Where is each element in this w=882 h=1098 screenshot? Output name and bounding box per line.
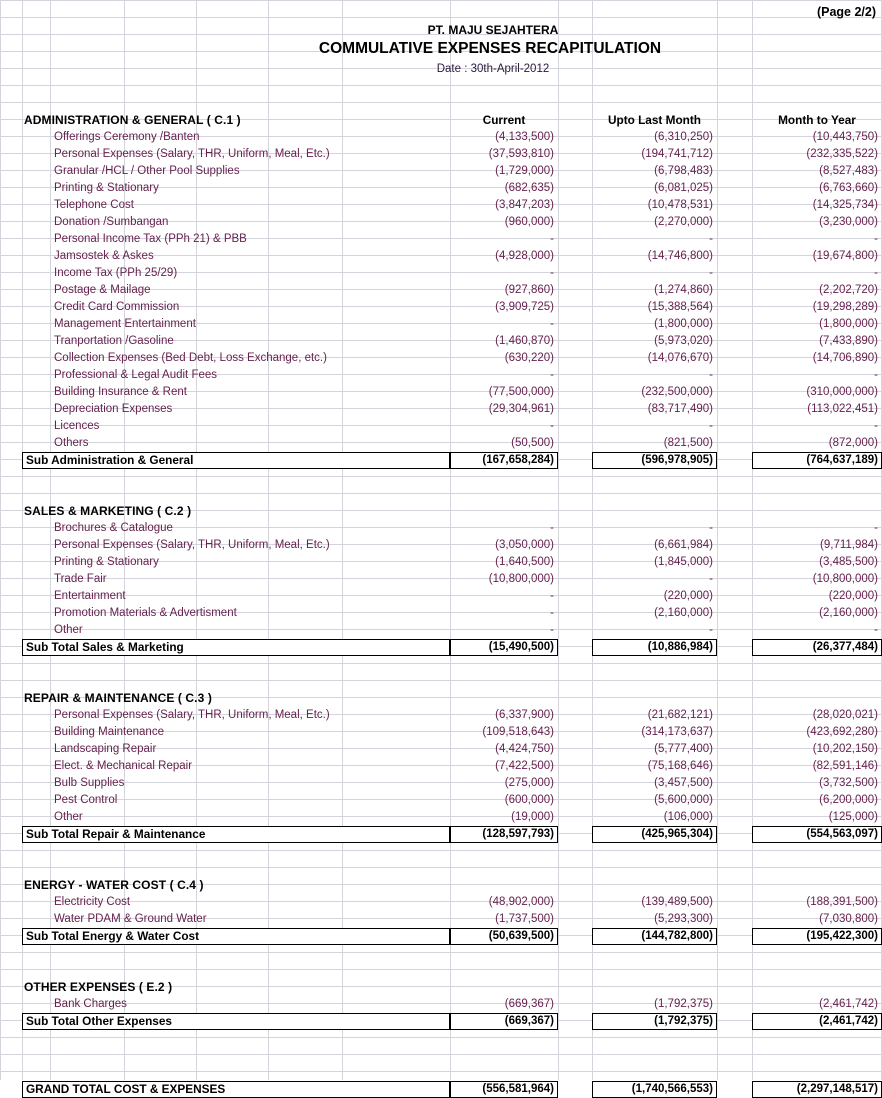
expense-row — [0, 537, 882, 554]
expense-value-month-to-year: (232,335,522) — [806, 148, 878, 160]
expense-value-month-to-year: (3,732,500) — [819, 777, 878, 789]
expense-value-month-to-year: (8,527,483) — [819, 165, 878, 177]
expense-value-upto-last-month: (106,000) — [663, 811, 713, 823]
expense-row — [0, 435, 882, 452]
expense-row — [0, 741, 882, 758]
expense-value-current: - — [550, 522, 554, 534]
expense-value-current: - — [550, 607, 554, 619]
expense-label: Landscaping Repair — [54, 743, 157, 755]
expense-row — [0, 299, 882, 316]
subtotal-row — [0, 452, 882, 469]
column-header-month-to-year: Month to Year — [778, 113, 856, 127]
subtotal-value-upto-last-month: (425,965,304) — [641, 828, 713, 840]
expense-value-current: (3,909,725) — [495, 301, 554, 313]
expense-value-upto-last-month: (139,489,500) — [641, 896, 713, 908]
subtotal-value-current: (128,597,793) — [482, 828, 554, 840]
expense-value-month-to-year: (10,202,150) — [812, 743, 878, 755]
grid-row-line — [0, 1054, 882, 1055]
grid-row-line — [0, 0, 882, 1]
expense-value-current: (630,220) — [504, 352, 554, 364]
expense-value-month-to-year: (310,000,000) — [806, 386, 878, 398]
expense-value-current: (1,729,000) — [495, 165, 554, 177]
expense-label: Postage & Mailage — [54, 284, 151, 296]
expense-label: Offerings Ceremony /Banten — [54, 131, 200, 143]
expense-label: Water PDAM & Ground Water — [54, 913, 207, 925]
grand-total-value-upto-last-month: (1,740,566,553) — [631, 1083, 713, 1095]
expense-row — [0, 401, 882, 418]
subtotal-label: Sub Total Energy & Water Cost — [26, 929, 200, 943]
subtotal-value-upto-last-month: (596,978,905) — [641, 454, 713, 466]
expense-row — [0, 809, 882, 826]
subtotal-value-current: (669,367) — [504, 1015, 554, 1027]
expense-label: Tranportation /Gasoline — [54, 335, 174, 347]
expense-value-month-to-year: (10,800,000) — [812, 573, 878, 585]
expense-value-month-to-year: (7,433,890) — [819, 335, 878, 347]
expense-value-current: (3,050,000) — [495, 539, 554, 551]
expense-row — [0, 775, 882, 792]
expense-label: Depreciation Expenses — [54, 403, 173, 415]
grid-row-line — [0, 17, 882, 18]
expense-value-month-to-year: (14,325,734) — [812, 199, 878, 211]
expense-value-upto-last-month: (6,798,483) — [654, 165, 713, 177]
expense-row — [0, 231, 882, 248]
expense-row — [0, 384, 882, 401]
expense-value-month-to-year: (6,763,660) — [819, 182, 878, 194]
expense-row — [0, 367, 882, 384]
expense-label: Granular /HCL / Other Pool Supplies — [54, 165, 240, 177]
expense-label: Others — [54, 437, 89, 449]
grid-row-line — [0, 493, 882, 494]
expense-value-month-to-year: (10,443,750) — [812, 131, 878, 143]
expense-label: Personal Expenses (Salary, THR, Uniform, Meal, Etc.) — [54, 709, 330, 721]
subtotal-label: Sub Total Other Expenses — [26, 1014, 172, 1028]
expense-value-current: (10,800,000) — [488, 573, 554, 585]
expense-row — [0, 554, 882, 571]
expense-value-current: (682,635) — [504, 182, 554, 194]
expense-value-month-to-year: (82,591,146) — [812, 760, 878, 772]
expense-value-upto-last-month: (14,746,800) — [647, 250, 713, 262]
grid-row-line — [0, 850, 882, 851]
expense-value-current: (19,000) — [511, 811, 554, 823]
grid-row-line — [0, 102, 882, 103]
expense-label: Management Entertainment — [54, 318, 196, 330]
expense-value-current: (4,928,000) — [495, 250, 554, 262]
expense-value-upto-last-month: (1,792,375) — [654, 998, 713, 1010]
grand-total-label: GRAND TOTAL COST & EXPENSES — [26, 1082, 226, 1096]
expense-value-upto-last-month: (83,717,490) — [647, 403, 713, 415]
expense-value-month-to-year: - — [874, 233, 878, 245]
expense-value-current: (1,737,500) — [495, 913, 554, 925]
expense-value-upto-last-month: (10,478,531) — [647, 199, 713, 211]
expense-value-current: (4,424,750) — [495, 743, 554, 755]
page-marker: (Page 2/2) — [816, 5, 876, 19]
subtotal-value-upto-last-month: (1,792,375) — [654, 1015, 713, 1027]
expense-row — [0, 350, 882, 367]
subtotal-value-month-to-year: (554,563,097) — [806, 828, 878, 840]
expense-value-upto-last-month: - — [709, 233, 713, 245]
expense-value-current: (50,500) — [511, 437, 554, 449]
expense-value-upto-last-month: (5,600,000) — [654, 794, 713, 806]
section-header-row — [0, 877, 882, 894]
grid-row-line — [0, 952, 882, 953]
subtotal-value-month-to-year: (26,377,484) — [812, 641, 878, 653]
expense-value-upto-last-month: (15,388,564) — [647, 301, 713, 313]
section-header-row — [0, 503, 882, 520]
expense-value-month-to-year: (3,230,000) — [819, 216, 878, 228]
expense-value-current: (6,337,900) — [495, 709, 554, 721]
expense-value-month-to-year: (19,674,800) — [812, 250, 878, 262]
grid-row-line — [0, 969, 882, 970]
expense-value-current: - — [550, 369, 554, 381]
section-header-row — [0, 979, 882, 996]
expense-row — [0, 758, 882, 775]
expense-value-upto-last-month: (2,270,000) — [654, 216, 713, 228]
grid-row-line — [0, 663, 882, 664]
expense-value-month-to-year: (872,000) — [828, 437, 878, 449]
expense-value-upto-last-month: (314,173,637) — [641, 726, 713, 738]
expense-label: Income Tax (PPh 25/29) — [54, 267, 178, 279]
expense-value-current: (927,860) — [504, 284, 554, 296]
expense-label: Bank Charges — [54, 998, 127, 1010]
grid-row-line — [0, 680, 882, 681]
expense-value-upto-last-month: (2,160,000) — [654, 607, 713, 619]
expense-label: Pest Control — [54, 794, 118, 806]
expense-row — [0, 248, 882, 265]
expense-label: Trade Fair — [54, 573, 107, 585]
subtotal-label: Sub Total Sales & Marketing — [26, 640, 184, 654]
expense-value-upto-last-month: - — [709, 267, 713, 279]
subtotal-row — [0, 639, 882, 656]
report-title: COMMULATIVE EXPENSES RECAPITULATION — [318, 40, 662, 57]
section-header-row — [0, 690, 882, 707]
grand-total-value-month-to-year: (2,297,148,517) — [796, 1083, 878, 1095]
expense-row — [0, 265, 882, 282]
subtotal-value-current: (50,639,500) — [488, 930, 554, 942]
expense-label: Elect. & Mechanical Repair — [54, 760, 193, 772]
column-header-current: Current — [482, 113, 526, 127]
section-header-label-1: SALES & MARKETING ( C.2 ) — [24, 504, 192, 518]
expense-value-month-to-year: (423,692,280) — [806, 726, 878, 738]
expense-value-month-to-year: - — [874, 624, 878, 636]
expense-value-upto-last-month: (232,500,000) — [641, 386, 713, 398]
subtotal-value-current: (15,490,500) — [488, 641, 554, 653]
expense-value-upto-last-month: (194,741,712) — [641, 148, 713, 160]
expense-value-current: (960,000) — [504, 216, 554, 228]
grid-row-line — [0, 1037, 882, 1038]
expense-value-upto-last-month: (1,800,000) — [654, 318, 713, 330]
grid-row-line — [0, 476, 882, 477]
expense-value-upto-last-month: (1,274,860) — [654, 284, 713, 296]
expense-row — [0, 282, 882, 299]
expense-value-upto-last-month: (220,000) — [663, 590, 713, 602]
section-header-label-0: ADMINISTRATION & GENERAL ( C.1 ) — [24, 113, 241, 127]
expense-value-current: (4,133,500) — [495, 131, 554, 143]
expense-value-current: - — [550, 233, 554, 245]
expense-value-current: (48,902,000) — [488, 896, 554, 908]
column-header-upto-last-month: Upto Last Month — [607, 113, 702, 127]
section-header-label-4: OTHER EXPENSES ( E.2 ) — [24, 980, 173, 994]
expense-label: Personal Expenses (Salary, THR, Uniform, Meal, Etc.) — [54, 148, 330, 160]
expense-value-upto-last-month: (6,661,984) — [654, 539, 713, 551]
expense-label: Professional & Legal Audit Fees — [54, 369, 218, 381]
expense-value-upto-last-month: (821,500) — [663, 437, 713, 449]
expense-value-current: (1,460,870) — [495, 335, 554, 347]
expense-row — [0, 333, 882, 350]
expense-value-current: - — [550, 590, 554, 602]
expense-value-upto-last-month: (21,682,121) — [647, 709, 713, 721]
expense-row — [0, 894, 882, 911]
expense-value-upto-last-month: - — [709, 522, 713, 534]
expense-row — [0, 724, 882, 741]
expense-label: Credit Card Commission — [54, 301, 180, 313]
expense-label: Telephone Cost — [54, 199, 134, 211]
expense-value-current: - — [550, 624, 554, 636]
expense-label: Donation /Sumbangan — [54, 216, 169, 228]
expense-value-upto-last-month: - — [709, 624, 713, 636]
expense-value-upto-last-month: (75,168,646) — [647, 760, 713, 772]
expense-value-current: - — [550, 420, 554, 432]
company-name: PT. MAJU SEJAHTERA — [427, 23, 559, 37]
expense-value-month-to-year: (188,391,500) — [806, 896, 878, 908]
expense-value-month-to-year: (113,022,451) — [807, 403, 878, 415]
expense-value-month-to-year: - — [874, 267, 878, 279]
expense-label: Printing & Stationary — [54, 556, 159, 568]
expense-row — [0, 520, 882, 537]
expense-value-upto-last-month: (5,777,400) — [654, 743, 713, 755]
expense-value-upto-last-month: (14,076,670) — [647, 352, 713, 364]
expense-value-upto-last-month: - — [709, 573, 713, 585]
expense-value-current: (1,640,500) — [495, 556, 554, 568]
expense-label: Collection Expenses (Bed Debt, Loss Exchange, etc.) — [54, 352, 327, 364]
subtotal-value-month-to-year: (2,461,742) — [819, 1015, 878, 1027]
expense-label: Entertainment — [54, 590, 126, 602]
expense-value-upto-last-month: (3,457,500) — [654, 777, 713, 789]
expense-value-month-to-year: (220,000) — [828, 590, 878, 602]
expense-value-upto-last-month: (1,845,000) — [654, 556, 713, 568]
expense-value-current: (275,000) — [504, 777, 554, 789]
expense-row — [0, 588, 882, 605]
expense-row — [0, 792, 882, 809]
expense-row — [0, 180, 882, 197]
expense-label: Other — [54, 624, 83, 636]
expense-value-current: (29,304,961) — [488, 403, 554, 415]
subtotal-value-upto-last-month: (10,886,984) — [647, 641, 713, 653]
grand-total-row — [0, 1081, 882, 1098]
expense-row — [0, 622, 882, 639]
expense-row — [0, 418, 882, 435]
expense-value-month-to-year: (125,000) — [828, 811, 878, 823]
subtotal-label: Sub Total Repair & Maintenance — [26, 827, 206, 841]
expense-value-current: (77,500,000) — [488, 386, 554, 398]
expense-label: Electricity Cost — [54, 896, 131, 908]
expense-label: Building Maintenance — [54, 726, 164, 738]
report-date: Date : 30th-April-2012 — [436, 63, 550, 75]
subtotal-label: Sub Administration & General — [26, 453, 194, 467]
expense-label: Personal Expenses (Salary, THR, Uniform, Meal, Etc.) — [54, 539, 330, 551]
expense-value-month-to-year: (2,160,000) — [819, 607, 878, 619]
expense-row — [0, 129, 882, 146]
grid-row-line — [0, 1071, 882, 1072]
expense-label: Personal Income Tax (PPh 21) & PBB — [54, 233, 247, 245]
grand-total-value-current: (556,581,964) — [482, 1083, 554, 1095]
grid-row-line — [0, 867, 882, 868]
expense-label: Bulb Supplies — [54, 777, 125, 789]
expense-value-current: (3,847,203) — [495, 199, 554, 211]
expense-row — [0, 197, 882, 214]
expense-row — [0, 996, 882, 1013]
expense-value-month-to-year: (28,020,021) — [812, 709, 878, 721]
expense-value-month-to-year: (6,200,000) — [819, 794, 878, 806]
subtotal-row — [0, 826, 882, 843]
expense-value-current: (669,367) — [504, 998, 554, 1010]
expense-label: Licences — [54, 420, 100, 432]
expense-value-current: (109,518,643) — [482, 726, 554, 738]
expense-value-month-to-year: (1,800,000) — [819, 318, 878, 330]
expense-value-month-to-year: (7,030,800) — [819, 913, 878, 925]
expense-value-month-to-year: (9,711,984) — [820, 539, 878, 551]
expense-value-upto-last-month: (6,081,025) — [654, 182, 713, 194]
expense-value-month-to-year: (2,202,720) — [819, 284, 878, 296]
expense-row — [0, 316, 882, 333]
subtotal-value-current: (167,658,284) — [482, 454, 554, 466]
expense-row — [0, 605, 882, 622]
grid-row-line — [0, 85, 882, 86]
expense-value-upto-last-month: - — [709, 420, 713, 432]
expense-value-current: (600,000) — [504, 794, 554, 806]
section-header-label-2: REPAIR & MAINTENANCE ( C.3 ) — [24, 691, 212, 705]
expense-label: Brochures & Catalogue — [54, 522, 173, 534]
expense-label: Building Insurance & Rent — [54, 386, 187, 398]
expense-row — [0, 911, 882, 928]
expense-value-current: (7,422,500) — [495, 760, 554, 772]
expense-value-current: - — [550, 267, 554, 279]
expense-row — [0, 146, 882, 163]
subtotal-value-month-to-year: (764,637,189) — [806, 454, 878, 466]
expense-value-month-to-year: - — [874, 420, 878, 432]
expense-value-current: (37,593,810) — [488, 148, 554, 160]
expense-row — [0, 214, 882, 231]
expense-value-month-to-year: - — [874, 369, 878, 381]
expense-row — [0, 163, 882, 180]
expense-value-month-to-year: (14,706,890) — [812, 352, 878, 364]
subtotal-row — [0, 1013, 882, 1030]
expense-value-month-to-year: - — [874, 522, 878, 534]
expense-value-month-to-year: (3,485,500) — [819, 556, 878, 568]
expense-value-upto-last-month: (5,293,300) — [654, 913, 713, 925]
expense-label: Jamsostek & Askes — [54, 250, 154, 262]
expense-row — [0, 571, 882, 588]
expense-value-upto-last-month: - — [709, 369, 713, 381]
subtotal-row — [0, 928, 882, 945]
subtotal-value-upto-last-month: (144,782,800) — [641, 930, 713, 942]
section-header-label-3: ENERGY - WATER COST ( C.4 ) — [24, 878, 204, 892]
expense-value-month-to-year: (19,298,289) — [812, 301, 878, 313]
expense-label: Promotion Materials & Advertisment — [54, 607, 237, 619]
section-header-row — [0, 112, 882, 129]
subtotal-value-month-to-year: (195,422,300) — [806, 930, 878, 942]
expense-value-upto-last-month: (5,973,020) — [654, 335, 713, 347]
expense-value-current: - — [550, 318, 554, 330]
expense-value-month-to-year: (2,461,742) — [819, 998, 878, 1010]
expense-label: Other — [54, 811, 83, 823]
expense-label: Printing & Stationary — [54, 182, 159, 194]
expense-value-upto-last-month: (6,310,250) — [654, 131, 713, 143]
expense-row — [0, 707, 882, 724]
